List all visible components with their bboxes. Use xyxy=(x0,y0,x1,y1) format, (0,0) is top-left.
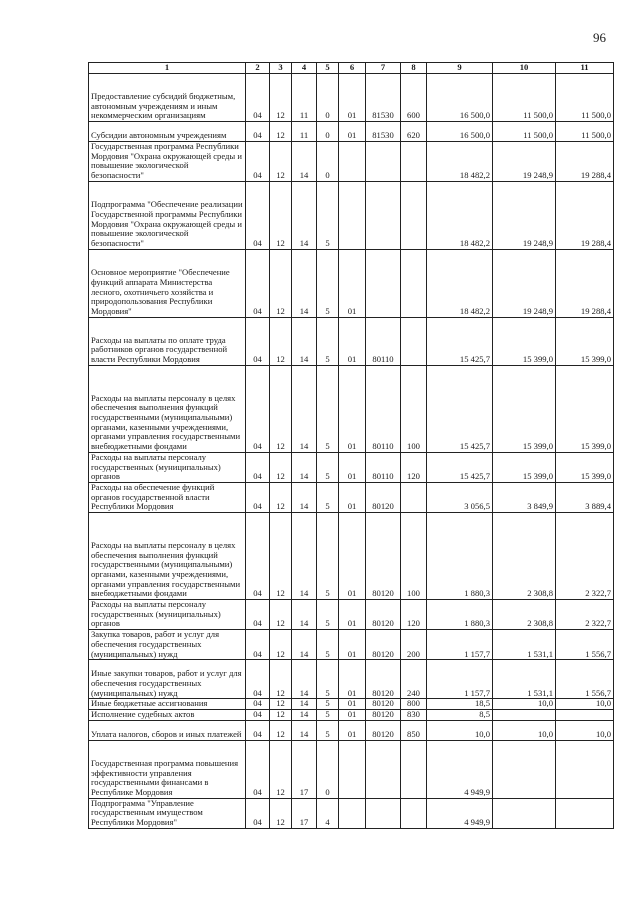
cell-c10: 11 500,0 xyxy=(493,74,556,122)
cell-c8: 800 xyxy=(401,699,427,710)
cell-c2: 04 xyxy=(246,709,270,720)
cell-c2: 04 xyxy=(246,482,270,512)
cell-c9: 18,5 xyxy=(427,699,493,710)
row-name: Предоставление субсидий бюджетным, автономным учреждениям и иным некоммерческим организациям xyxy=(89,74,246,122)
cell-c7: 80110 xyxy=(366,365,401,452)
cell-c7: 80110 xyxy=(366,317,401,365)
cell-c2: 04 xyxy=(246,365,270,452)
cell-c4: 11 xyxy=(292,74,317,122)
table-row xyxy=(89,600,614,630)
cell-c3: 12 xyxy=(270,365,292,452)
cell-c7: 80110 xyxy=(366,452,401,482)
cell-c5: 5 xyxy=(317,365,339,452)
cell-c11: 10,0 xyxy=(556,699,614,710)
row-name: Расходы на выплаты персоналу в целях обеспечения выполнения функций государственными (муниципальными) органами, казенными учреждениями, органами управления государственными внебюджетными фондами xyxy=(89,513,246,600)
cell-c8: 240 xyxy=(401,660,427,699)
cell-c11: 11 500,0 xyxy=(556,122,614,142)
table-row xyxy=(89,513,614,600)
cell-c10: 11 500,0 xyxy=(493,122,556,142)
cell-c9: 3 056,5 xyxy=(427,482,493,512)
cell-c5: 5 xyxy=(317,720,339,740)
cell-c10: 1 531,1 xyxy=(493,630,556,660)
column-header: 3 xyxy=(270,63,292,74)
cell-c6: 01 xyxy=(339,600,366,630)
cell-c3: 12 xyxy=(270,513,292,600)
cell-c10: 15 399,0 xyxy=(493,365,556,452)
cell-c3: 12 xyxy=(270,142,292,182)
cell-c7 xyxy=(366,798,401,828)
cell-c6: 01 xyxy=(339,482,366,512)
cell-c9: 16 500,0 xyxy=(427,122,493,142)
table-row xyxy=(89,365,614,452)
cell-c7 xyxy=(366,249,401,317)
cell-c2: 04 xyxy=(246,720,270,740)
cell-c5: 0 xyxy=(317,122,339,142)
cell-c11 xyxy=(556,709,614,720)
cell-c6: 01 xyxy=(339,630,366,660)
cell-c7: 81530 xyxy=(366,122,401,142)
row-name: Закупка товаров, работ и услуг для обеспечения государственных (муниципальных) нужд xyxy=(89,630,246,660)
cell-c8: 120 xyxy=(401,452,427,482)
cell-c4: 14 xyxy=(292,249,317,317)
cell-c2: 04 xyxy=(246,317,270,365)
cell-c11: 1 556,7 xyxy=(556,630,614,660)
cell-c9: 4 949,9 xyxy=(427,798,493,828)
cell-c2: 04 xyxy=(246,740,270,798)
row-name: Расходы на выплаты персоналу в целях обеспечения выполнения функций государственными (муниципальными) органами, казенными учреждениями, органами управления государственными внебюджетными фондами xyxy=(89,365,246,452)
cell-c3: 12 xyxy=(270,74,292,122)
table-body xyxy=(89,74,614,829)
cell-c8: 200 xyxy=(401,630,427,660)
column-header: 11 xyxy=(556,63,614,74)
cell-c8 xyxy=(401,482,427,512)
cell-c7: 80120 xyxy=(366,699,401,710)
cell-c10: 19 248,9 xyxy=(493,181,556,249)
cell-c11: 11 500,0 xyxy=(556,74,614,122)
cell-c5: 0 xyxy=(317,740,339,798)
row-name: Исполнение судебных актов xyxy=(89,709,246,720)
column-header: 5 xyxy=(317,63,339,74)
cell-c8: 830 xyxy=(401,709,427,720)
cell-c8 xyxy=(401,142,427,182)
table-row xyxy=(89,709,614,720)
cell-c8: 620 xyxy=(401,122,427,142)
row-name: Государственная программа повышения эффективности управления государственными финансами в Республике Мордовия xyxy=(89,740,246,798)
cell-c9: 1 880,3 xyxy=(427,600,493,630)
table-row xyxy=(89,142,614,182)
cell-c8 xyxy=(401,798,427,828)
cell-c10 xyxy=(493,709,556,720)
cell-c9: 1 157,7 xyxy=(427,630,493,660)
column-header: 4 xyxy=(292,63,317,74)
cell-c4: 14 xyxy=(292,513,317,600)
cell-c4: 14 xyxy=(292,600,317,630)
cell-c7: 80120 xyxy=(366,630,401,660)
cell-c6: 01 xyxy=(339,709,366,720)
cell-c4: 14 xyxy=(292,181,317,249)
cell-c6 xyxy=(339,798,366,828)
cell-c11: 1 556,7 xyxy=(556,660,614,699)
row-name: Расходы на выплаты персоналу государственных (муниципальных) органов xyxy=(89,600,246,630)
column-header: 2 xyxy=(246,63,270,74)
cell-c4: 17 xyxy=(292,798,317,828)
cell-c11 xyxy=(556,798,614,828)
cell-c7: 80120 xyxy=(366,709,401,720)
cell-c5: 5 xyxy=(317,482,339,512)
cell-c9: 1 880,3 xyxy=(427,513,493,600)
cell-c10: 1 531,1 xyxy=(493,660,556,699)
row-name: Иные бюджетные ассигнования xyxy=(89,699,246,710)
cell-c7: 80120 xyxy=(366,513,401,600)
cell-c8 xyxy=(401,181,427,249)
cell-c2: 04 xyxy=(246,249,270,317)
cell-c3: 12 xyxy=(270,660,292,699)
cell-c7 xyxy=(366,740,401,798)
row-name: Государственная программа Республики Мордовия "Охрана окружающей среды и повышение экологической безопасности" xyxy=(89,142,246,182)
table-row xyxy=(89,452,614,482)
cell-c4: 14 xyxy=(292,660,317,699)
table-row xyxy=(89,181,614,249)
cell-c9: 18 482,2 xyxy=(427,181,493,249)
column-header: 10 xyxy=(493,63,556,74)
cell-c7: 81530 xyxy=(366,74,401,122)
cell-c5: 5 xyxy=(317,317,339,365)
cell-c6: 01 xyxy=(339,452,366,482)
cell-c6: 01 xyxy=(339,74,366,122)
cell-c10: 15 399,0 xyxy=(493,452,556,482)
cell-c3: 12 xyxy=(270,452,292,482)
cell-c3: 12 xyxy=(270,709,292,720)
cell-c2: 04 xyxy=(246,142,270,182)
cell-c7: 80120 xyxy=(366,660,401,699)
cell-c4: 17 xyxy=(292,740,317,798)
cell-c10 xyxy=(493,740,556,798)
cell-c6: 01 xyxy=(339,720,366,740)
row-name: Расходы на выплаты по оплате труда работников органов государственной власти Республики Мордовия xyxy=(89,317,246,365)
cell-c2: 04 xyxy=(246,600,270,630)
cell-c6: 01 xyxy=(339,365,366,452)
cell-c2: 04 xyxy=(246,798,270,828)
cell-c5: 5 xyxy=(317,249,339,317)
cell-c6: 01 xyxy=(339,660,366,699)
cell-c8: 600 xyxy=(401,74,427,122)
cell-c10 xyxy=(493,798,556,828)
cell-c7: 80120 xyxy=(366,482,401,512)
cell-c10: 15 399,0 xyxy=(493,317,556,365)
cell-c6: 01 xyxy=(339,122,366,142)
table-row xyxy=(89,699,614,710)
cell-c4: 14 xyxy=(292,720,317,740)
cell-c6 xyxy=(339,142,366,182)
cell-c11: 19 288,4 xyxy=(556,181,614,249)
cell-c3: 12 xyxy=(270,600,292,630)
table-row xyxy=(89,317,614,365)
row-name: Подпрограмма "Обеспечение реализации Государственной программы Республики Мордовия "Охрана окружающей среды и повышение экологической безопасности" xyxy=(89,181,246,249)
cell-c5: 5 xyxy=(317,600,339,630)
cell-c11: 3 889,4 xyxy=(556,482,614,512)
table-row xyxy=(89,482,614,512)
cell-c9: 8,5 xyxy=(427,709,493,720)
cell-c4: 14 xyxy=(292,142,317,182)
cell-c5: 5 xyxy=(317,452,339,482)
row-name: Расходы на выплаты персоналу государственных (муниципальных) органов xyxy=(89,452,246,482)
cell-c9: 18 482,2 xyxy=(427,142,493,182)
cell-c2: 04 xyxy=(246,122,270,142)
cell-c2: 04 xyxy=(246,181,270,249)
cell-c8: 850 xyxy=(401,720,427,740)
cell-c3: 12 xyxy=(270,798,292,828)
cell-c8: 100 xyxy=(401,513,427,600)
table-row xyxy=(89,122,614,142)
cell-c2: 04 xyxy=(246,452,270,482)
cell-c10: 2 308,8 xyxy=(493,513,556,600)
cell-c11 xyxy=(556,740,614,798)
cell-c5: 0 xyxy=(317,74,339,122)
cell-c4: 14 xyxy=(292,365,317,452)
cell-c5: 0 xyxy=(317,142,339,182)
cell-c4: 14 xyxy=(292,630,317,660)
cell-c5: 5 xyxy=(317,709,339,720)
table-row xyxy=(89,74,614,122)
cell-c2: 04 xyxy=(246,74,270,122)
cell-c5: 5 xyxy=(317,513,339,600)
table-row xyxy=(89,249,614,317)
cell-c7: 80120 xyxy=(366,720,401,740)
cell-c11: 15 399,0 xyxy=(556,365,614,452)
column-header: 8 xyxy=(401,63,427,74)
cell-c4: 14 xyxy=(292,317,317,365)
cell-c9: 18 482,2 xyxy=(427,249,493,317)
cell-c11: 2 322,7 xyxy=(556,600,614,630)
cell-c2: 04 xyxy=(246,513,270,600)
cell-c4: 11 xyxy=(292,122,317,142)
cell-c6: 01 xyxy=(339,317,366,365)
header-row xyxy=(89,63,614,74)
cell-c6 xyxy=(339,181,366,249)
cell-c10: 10,0 xyxy=(493,699,556,710)
cell-c6: 01 xyxy=(339,699,366,710)
cell-c3: 12 xyxy=(270,630,292,660)
cell-c6 xyxy=(339,740,366,798)
cell-c2: 04 xyxy=(246,630,270,660)
cell-c5: 5 xyxy=(317,181,339,249)
cell-c3: 12 xyxy=(270,720,292,740)
cell-c5: 5 xyxy=(317,630,339,660)
cell-c8 xyxy=(401,249,427,317)
cell-c11: 15 399,0 xyxy=(556,317,614,365)
cell-c3: 12 xyxy=(270,249,292,317)
cell-c8: 100 xyxy=(401,365,427,452)
cell-c11: 10,0 xyxy=(556,720,614,740)
cell-c9: 15 425,7 xyxy=(427,452,493,482)
cell-c3: 12 xyxy=(270,181,292,249)
cell-c11: 19 288,4 xyxy=(556,142,614,182)
cell-c8: 120 xyxy=(401,600,427,630)
cell-c10: 2 308,8 xyxy=(493,600,556,630)
row-name: Подпрограмма "Управление государственным имуществом Республики Мордовия" xyxy=(89,798,246,828)
table-row xyxy=(89,660,614,699)
table-row xyxy=(89,798,614,828)
table-row xyxy=(89,720,614,740)
cell-c4: 14 xyxy=(292,699,317,710)
cell-c9: 4 949,9 xyxy=(427,740,493,798)
cell-c3: 12 xyxy=(270,699,292,710)
cell-c2: 04 xyxy=(246,699,270,710)
column-header: 9 xyxy=(427,63,493,74)
row-name: Уплата налогов, сборов и иных платежей xyxy=(89,720,246,740)
cell-c10: 19 248,9 xyxy=(493,249,556,317)
row-name: Субсидии автономным учреждениям xyxy=(89,122,246,142)
row-name: Основное мероприятие "Обеспечение функций аппарата Министерства лесного, охотничьего хозяйства и природопользования Республики Мордовия" xyxy=(89,249,246,317)
cell-c5: 5 xyxy=(317,699,339,710)
cell-c7 xyxy=(366,142,401,182)
cell-c4: 14 xyxy=(292,452,317,482)
cell-c9: 1 157,7 xyxy=(427,660,493,699)
cell-c3: 12 xyxy=(270,122,292,142)
cell-c7: 80120 xyxy=(366,600,401,630)
cell-c6: 01 xyxy=(339,249,366,317)
cell-c4: 14 xyxy=(292,482,317,512)
cell-c2: 04 xyxy=(246,660,270,699)
cell-c10: 19 248,9 xyxy=(493,142,556,182)
cell-c7 xyxy=(366,181,401,249)
cell-c10: 10,0 xyxy=(493,720,556,740)
page-number: 96 xyxy=(593,30,606,45)
cell-c9: 15 425,7 xyxy=(427,365,493,452)
cell-c11: 15 399,0 xyxy=(556,452,614,482)
table-row xyxy=(89,740,614,798)
cell-c8 xyxy=(401,317,427,365)
cell-c9: 15 425,7 xyxy=(427,317,493,365)
cell-c10: 3 849,9 xyxy=(493,482,556,512)
row-name: Расходы на обеспечение функций органов государственной власти Республики Мордовия xyxy=(89,482,246,512)
column-header: 1 xyxy=(89,63,246,74)
cell-c11: 2 322,7 xyxy=(556,513,614,600)
table-row xyxy=(89,630,614,660)
cell-c3: 12 xyxy=(270,482,292,512)
cell-c6: 01 xyxy=(339,513,366,600)
column-header: 6 xyxy=(339,63,366,74)
budget-table xyxy=(88,62,614,829)
row-name: Иные закупки товаров, работ и услуг для обеспечения государственных (муниципальных) нужд xyxy=(89,660,246,699)
cell-c5: 5 xyxy=(317,660,339,699)
cell-c3: 12 xyxy=(270,740,292,798)
column-header: 7 xyxy=(366,63,401,74)
cell-c3: 12 xyxy=(270,317,292,365)
cell-c8 xyxy=(401,740,427,798)
cell-c4: 14 xyxy=(292,709,317,720)
cell-c9: 16 500,0 xyxy=(427,74,493,122)
cell-c5: 4 xyxy=(317,798,339,828)
cell-c9: 10,0 xyxy=(427,720,493,740)
cell-c11: 19 288,4 xyxy=(556,249,614,317)
